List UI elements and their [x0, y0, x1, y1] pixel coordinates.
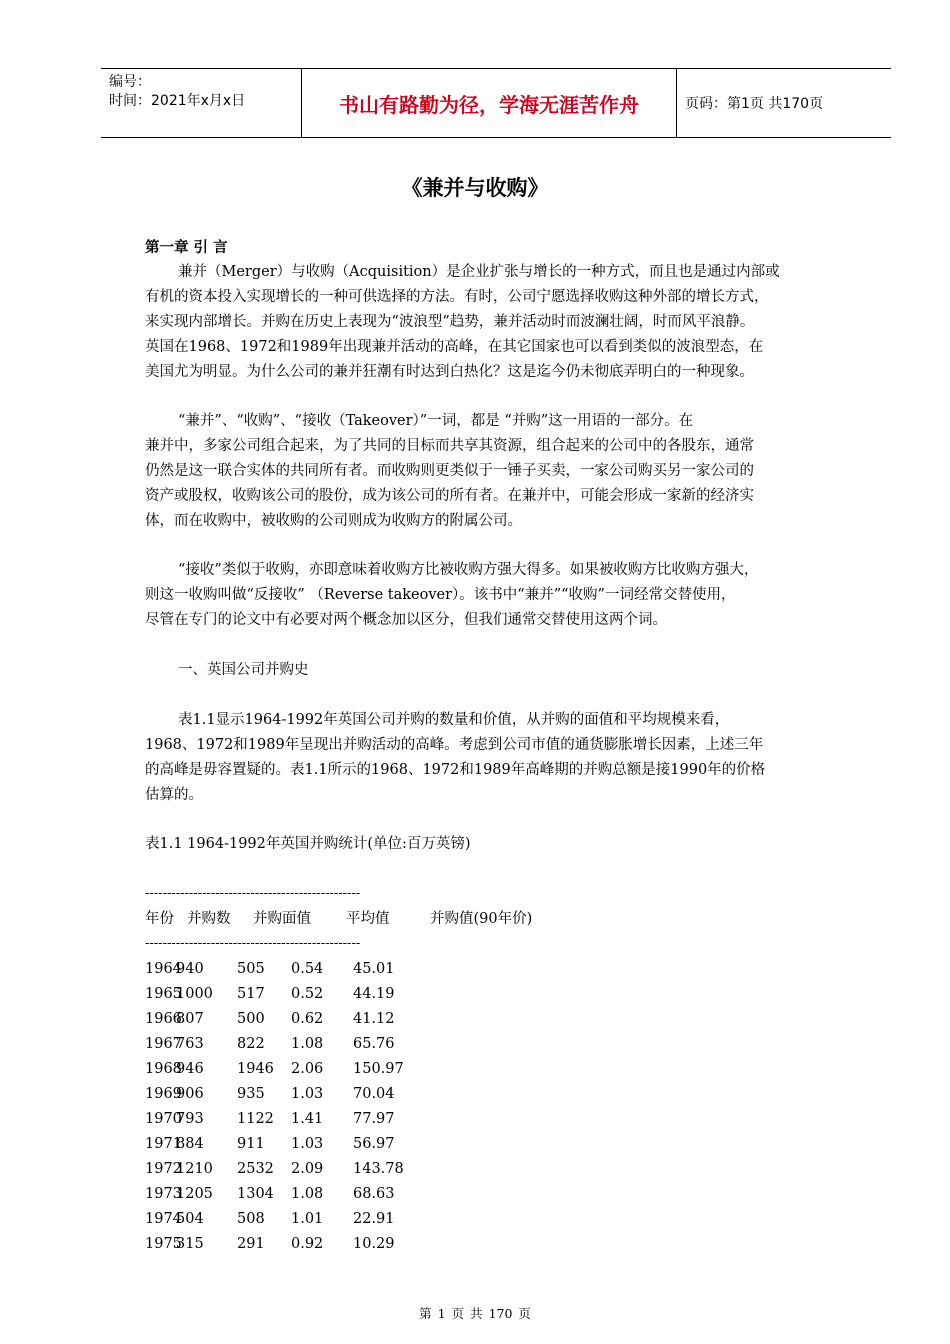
header-year: 年份	[145, 911, 174, 927]
header-average: 平均值	[346, 911, 390, 927]
table-cell: 911	[237, 1136, 265, 1152]
table-cell: 22.91	[353, 1211, 395, 1227]
paragraph-line: “兼并”、“收购”、“接收（Takeover）”一词，都是 “并购”这一用语的一部分。在	[178, 413, 694, 429]
table-cell: 41.12	[353, 1011, 395, 1027]
footer-page-num: 1	[437, 1306, 446, 1321]
paragraph-line: 有机的资本投入实现增长的一种可供选择的方法。有时，公司宁愿选择收购这种外部的增长方式，	[145, 289, 769, 305]
paragraph-line: 表1.1显示1964-1992年英国公司并购的数量和价值，从并购的面值和平均规模来看，	[178, 712, 730, 728]
table-cell: 763	[176, 1036, 204, 1052]
table-cell: 44.19	[353, 986, 395, 1002]
table-cell: 45.01	[353, 961, 395, 977]
paragraph-line: 1968、1972和1989年呈现出并购活动的高峰。考虑到公司市值的通货膨胀增长因素，上述三年	[145, 737, 764, 753]
table-cell: 2.06	[291, 1061, 324, 1077]
header-face-value: 并购面值	[253, 911, 311, 927]
table-cell: 56.97	[353, 1136, 395, 1152]
table-cell: 1.01	[291, 1211, 324, 1227]
table-cell: 1964	[145, 961, 182, 977]
header-count: 并购数	[187, 911, 231, 927]
table-cell: 1966	[145, 1011, 182, 1027]
table-cell: 946	[176, 1061, 204, 1077]
table-cell: 1973	[145, 1186, 182, 1202]
table-rule-top: -------------------------------------------------	[145, 886, 361, 901]
table-cell: 68.63	[353, 1186, 395, 1202]
table-cell: 906	[176, 1086, 204, 1102]
table-cell: 822	[237, 1036, 265, 1052]
paragraph-line: 兼并（Merger）与收购（Acquisition）是企业扩张与增长的一种方式，而且也是通过内部或	[178, 264, 780, 280]
table-cell: 65.76	[353, 1036, 395, 1052]
table-cell: 315	[176, 1236, 204, 1252]
paragraph-line: 体，而在收购中，被收购的公司则成为收购方的附属公司。	[145, 513, 522, 529]
table-cell: 1965	[145, 986, 182, 1002]
paragraph-line: 仍然是这一联合实体的共同所有者。而收购则更类似于一锤子买卖，一家公司购买另一家公司的	[145, 463, 754, 479]
paragraph-line: “接收”类似于收购，亦即意味着收购方比被收购方强大得多。如果被收购方比收购方强大，	[178, 562, 759, 578]
page-info: 页码：第1页 共170页	[685, 96, 824, 112]
table-cell: 70.04	[353, 1086, 395, 1102]
table-cell: 1210	[176, 1161, 213, 1177]
table-caption: 表1.1 1964-1992年英国并购统计(单位:百万英镑)	[145, 836, 471, 852]
table-cell: 1.03	[291, 1136, 324, 1152]
table-cell: 291	[237, 1236, 265, 1252]
table-cell: 77.97	[353, 1111, 395, 1127]
table-cell: 10.29	[353, 1236, 395, 1252]
table-cell: 1946	[237, 1061, 274, 1077]
table-cell: 505	[237, 961, 265, 977]
document-title: 《兼并与收购》	[401, 175, 549, 200]
paragraph-line: 的高峰是毋容置疑的。表1.1所示的1968、1972和1989年高峰期的并购总额是接1990年的价格	[145, 762, 766, 778]
table-cell: 1970	[145, 1111, 182, 1127]
table-cell: 1971	[145, 1136, 182, 1152]
table-cell: 884	[176, 1136, 204, 1152]
table-cell: 940	[176, 961, 204, 977]
table-cell: 1967	[145, 1036, 182, 1052]
chapter-heading: 第一章 引 言	[145, 239, 228, 256]
paragraph-line: 美国尤为明显。为什么公司的兼并狂潮有时达到白热化？这是迄今仍未彻底弄明白的一种现象。	[145, 364, 754, 380]
table-cell: 0.54	[291, 961, 324, 977]
table-cell: 0.62	[291, 1011, 324, 1027]
footer-total-unit: 页	[518, 1306, 531, 1321]
number-label: 编号：	[109, 74, 151, 90]
section-heading: 一、英国公司并购史	[178, 662, 309, 678]
paragraph-line: 兼并中，多家公司组合起来，为了共同的目标而共享其资源，组合起来的公司中的各股东，通常	[145, 438, 754, 454]
table-cell: 1.08	[291, 1036, 324, 1052]
table-cell: 935	[237, 1086, 265, 1102]
table-cell: 508	[237, 1211, 265, 1227]
table-cell: 1974	[145, 1211, 182, 1227]
table-cell: 793	[176, 1111, 204, 1127]
table-cell: 517	[237, 986, 265, 1002]
table-cell: 1972	[145, 1161, 182, 1177]
table-cell: 143.78	[353, 1161, 404, 1177]
table-cell: 504	[176, 1211, 204, 1227]
table-cell: 807	[176, 1011, 204, 1027]
body-content	[145, 0, 855, 1300]
table-cell: 2.09	[291, 1161, 324, 1177]
time-label: 时间：2021年x月x日	[109, 93, 246, 109]
paragraph-line: 英国在1968、1972和1989年出现兼并活动的高峰，在其它国家也可以看到类似的波浪型态，在	[145, 339, 764, 355]
paragraph-line: 估算的。	[145, 787, 203, 803]
footer-total-word: 共	[470, 1306, 483, 1321]
table-cell: 1304	[237, 1186, 274, 1202]
header-value-90: 并购值(90年价)	[430, 911, 533, 927]
table-cell: 0.52	[291, 986, 324, 1002]
table-cell: 2532	[237, 1161, 274, 1177]
table-cell: 150.97	[353, 1061, 404, 1077]
table-rule-bottom: -------------------------------------------------	[145, 936, 361, 951]
motto: 书山有路勤为径，学海无涯苦作舟	[301, 69, 677, 137]
table-cell: 1205	[176, 1186, 213, 1202]
table-cell: 1975	[145, 1236, 182, 1252]
table-cell: 1000	[176, 986, 213, 1002]
paragraph-line: 来实现内部增长。并购在历史上表现为“波浪型”趋势，兼并活动时而波澜壮阔，时而风平浪静。	[145, 314, 755, 330]
table-cell: 1.41	[291, 1111, 324, 1127]
table-cell: 1122	[237, 1111, 274, 1127]
table-cell: 1968	[145, 1061, 182, 1077]
paragraph-line: 资产或股权，收购该公司的股份，成为该公司的所有者。在兼并中，可能会形成一家新的经济实	[145, 488, 754, 504]
page-footer	[0, 1306, 950, 1322]
table-cell: 1.03	[291, 1086, 324, 1102]
table-cell: 1969	[145, 1086, 182, 1102]
paragraph-line: 则这一收购叫做“反接收” （Reverse takeover）。该书中“兼并”“收购”一词经常交替使用，	[145, 587, 736, 603]
table-cell: 1.08	[291, 1186, 324, 1202]
paragraph-line: 尽管在专门的论文中有必要对两个概念加以区分，但我们通常交替使用这两个词。	[145, 612, 667, 628]
footer-total-num: 170	[488, 1306, 513, 1321]
table-cell: 0.92	[291, 1236, 324, 1252]
table-cell: 500	[237, 1011, 265, 1027]
footer-page-unit: 页	[451, 1306, 465, 1321]
footer-page-word: 第	[419, 1306, 432, 1321]
